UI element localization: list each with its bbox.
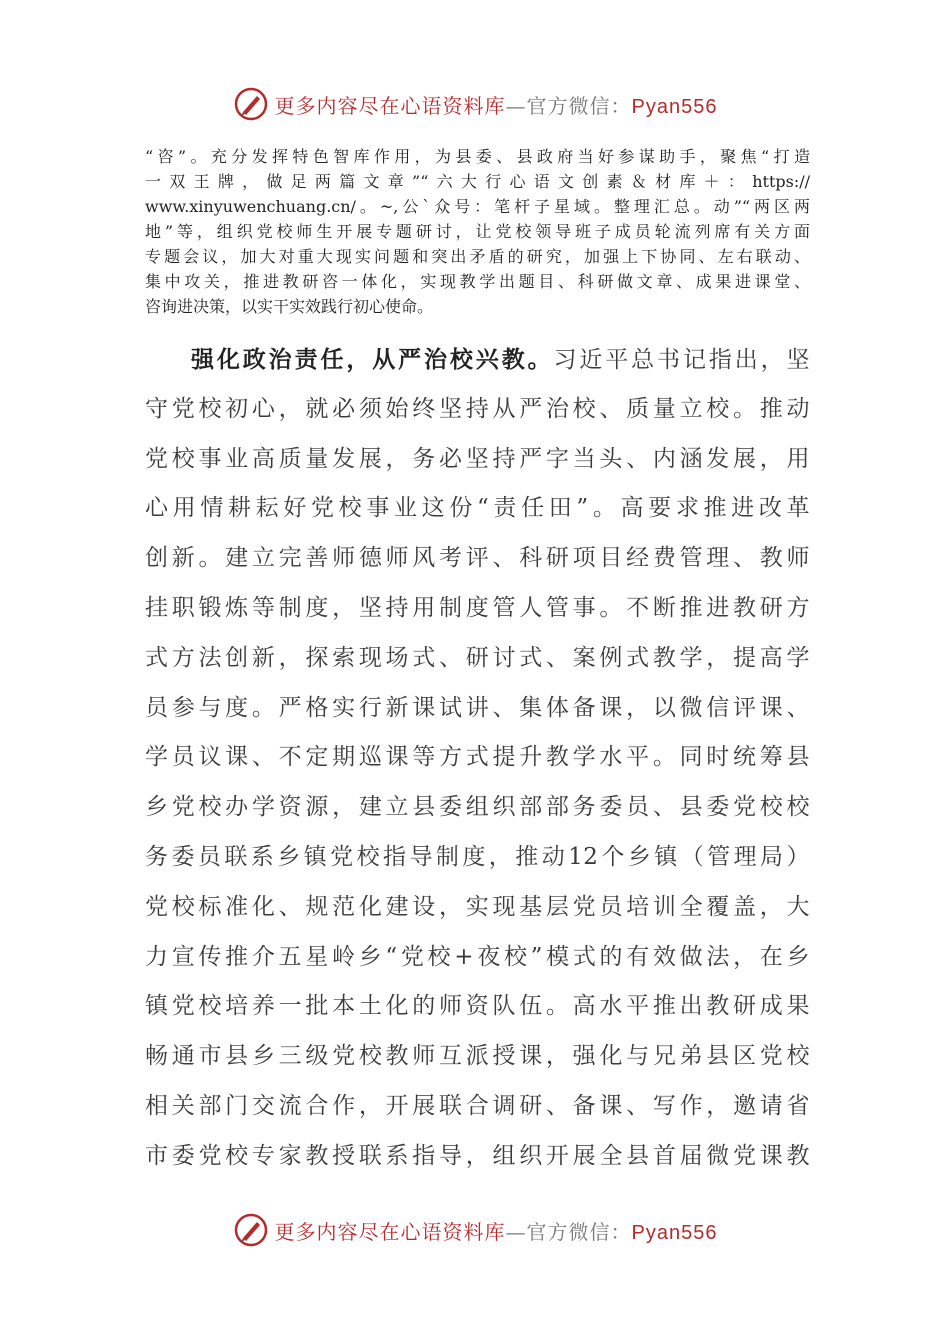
small-line: 咨询进决策，以实干实效践行初心使命。 — [145, 297, 434, 316]
main-line: 守党校初心，就必须始终坚持从严治校、质量立校。推动 — [145, 395, 810, 422]
main-line: 镇党校培养一批本土化的师资队伍。高水平推出教研成果 — [145, 993, 810, 1020]
banner-main-text: 更多内容尽在心语资料库 — [274, 1219, 506, 1244]
banner-main-text: 更多内容尽在心语资料库 — [274, 93, 506, 118]
header-banner — [0, 84, 950, 124]
main-line: 式方法创新，探索现场式、研讨式、案例式教学，提高学 — [145, 644, 810, 671]
small-line: www.xinyuwenchuang.cn/。~,公`众号：笔杆子星域。整理汇总。动”“两区两 — [145, 197, 810, 216]
small-paragraph — [145, 144, 810, 319]
main-line: 心用情耕耘好党校事业这份“责任田”。高要求推进改革 — [145, 495, 810, 522]
banner-text — [275, 90, 718, 119]
main-line: 创新。建立完善师德师风考评、科研项目经费管理、教师 — [145, 545, 810, 572]
pen-logo-icon — [233, 1212, 269, 1248]
banner-separator: — — [505, 93, 527, 118]
banner-wechat-id: Pyan556 — [631, 95, 718, 118]
small-line: 专题会议，加大对重大现实问题和突出矛盾的研究，加强上下协同、左右联动、 — [145, 247, 810, 266]
main-line: 党校事业高质量发展，务必坚持严字当头、内涵发展，用 — [145, 445, 810, 472]
main-line: 市委党校专家教授联系指导，组织开展全县首届微党课教 — [145, 1142, 810, 1169]
main-line: 乡党校办学资源，建立县委组织部部务委员、县委党校校 — [145, 794, 810, 821]
banner-wechat-id: Pyan556 — [631, 1221, 718, 1244]
banner-label: 官方微信： — [526, 93, 632, 118]
main-line: 畅通市县乡三级党校教师互派授课，强化与兄弟县区党校 — [145, 1043, 810, 1070]
paragraph-heading: 强化政治责任，从严治校兴教。 — [191, 346, 554, 373]
main-line: 力宣传推介五星岭乡“党校+夜校”模式的有效做法，在乡 — [145, 943, 810, 970]
main-line: 党校标准化、规范化建设，实现基层党员培训全覆盖，大 — [145, 893, 810, 920]
main-line: 挂职锻炼等制度，坚持用制度管人管事。不断推进教研方 — [145, 594, 810, 621]
small-line: 集中攻关，推进教研咨一体化，实现教学出题目、科研做文章、成果进课堂、 — [145, 272, 810, 291]
small-line: 一双王牌，做足两篇文章”“六大行心语文创素＆材库＋：https:// — [145, 172, 810, 191]
main-line: 务委员联系乡镇党校指导制度，推动12个乡镇（管理局） — [145, 843, 810, 870]
main-line: 学员议课、不定期巡课等方式提升教学水平。同时统筹县 — [145, 744, 810, 771]
footer-banner — [0, 1210, 950, 1250]
banner-text — [275, 1216, 718, 1245]
pen-logo-icon — [233, 86, 269, 122]
small-line: 地”等，组织党校师生开展专题研讨，让党校领导班子成员轮流列席有关方面 — [145, 222, 810, 241]
small-line: “咨”。充分发挥特色智库作用，为县委、县政府当好参谋助手，聚焦“打造 — [145, 147, 810, 166]
banner-label: 官方微信： — [526, 1219, 632, 1244]
main-line: 相关部门交流合作，开展联合调研、备课、写作，邀请省 — [145, 1092, 810, 1119]
main-paragraph — [145, 335, 810, 1182]
main-first-line — [145, 335, 810, 385]
main-first-line-rest: 习近平总书记指出，坚 — [553, 347, 810, 373]
banner-separator: — — [505, 1219, 527, 1244]
main-line: 员参与度。严格实行新课试讲、集体备课，以微信评课、 — [145, 694, 810, 721]
